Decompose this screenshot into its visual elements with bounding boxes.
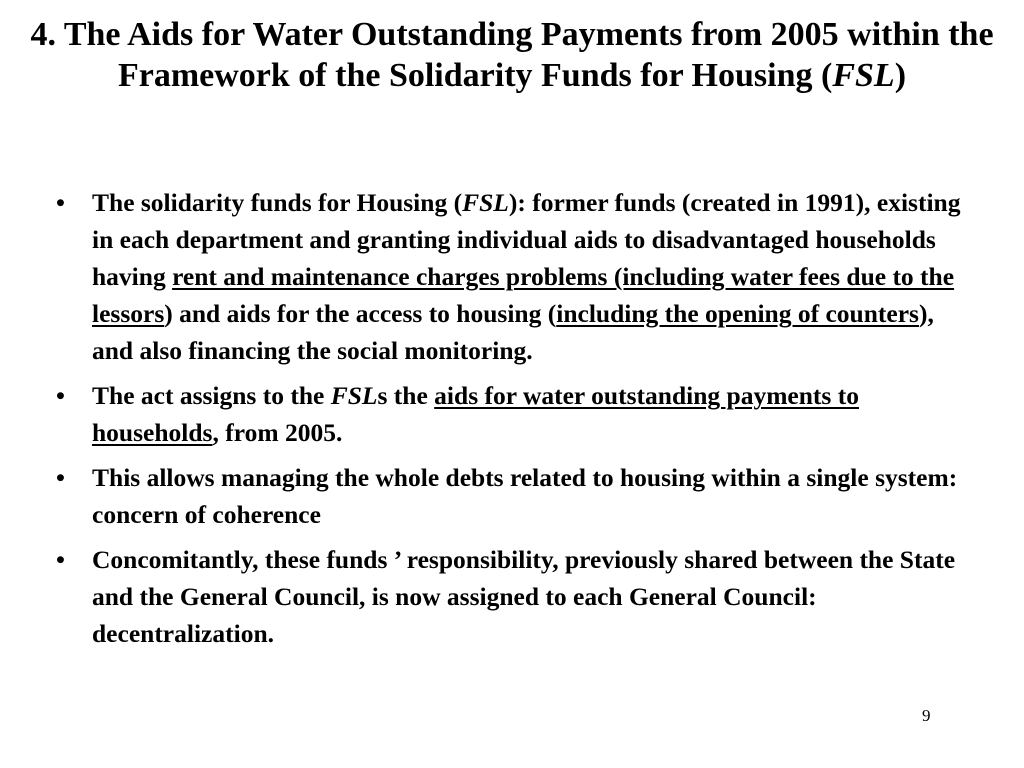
title-close-paren: ) [894,57,907,94]
fsl-abbreviation: FSL [330,381,378,410]
bullet-text: The act assigns to the [92,381,331,410]
bullet-text: ): former funds (created in 1991), existing in each department and granting individual aids to disadvantaged households having [92,188,961,291]
title-abbreviation: FSL [832,57,895,94]
bullet-text: Concomitantly, these funds ’ responsibility, previously shared between the State and the General Council, is now assigned to each General Council: decentralization. [92,545,956,648]
bullet-text: , from 2005. [212,418,343,447]
bullet-item-coherence [56,459,961,533]
bullet-list [56,184,961,660]
bullet-text: s the [377,381,435,410]
bullet-marker: • [56,188,65,217]
bullet-marker: • [56,381,65,410]
bullet-text: This allows managing the whole debts related to housing within a single system: concern of coherence [92,463,958,529]
title-text: 4. The Aids for Water Outstanding Payments from 2005 within the Framework of the Solidarity Funds for Housing ( [30,16,994,94]
bullet-marker: • [56,463,65,492]
page-number: 9 [922,706,931,725]
underlined-phrase: rent and maintenance charges problems (including water fees due to the lessors [92,262,955,328]
underlined-phrase: including the opening of counters [556,299,919,328]
underlined-phrase: aids for water outstanding payments to households [92,381,859,447]
bullet-item-fsl-definition [56,184,961,369]
slide-title [6,14,1018,96]
bullet-text: The solidarity funds for Housing ( [92,188,463,217]
fsl-abbreviation: FSL [462,188,509,217]
bullet-item-act-assigns [56,377,961,451]
bullet-item-decentralization [56,541,961,652]
bullet-text: ), and also financing the social monitoring. [92,299,934,365]
bullet-text: ) and aids for the access to housing ( [164,299,557,328]
bullet-marker: • [56,545,65,574]
